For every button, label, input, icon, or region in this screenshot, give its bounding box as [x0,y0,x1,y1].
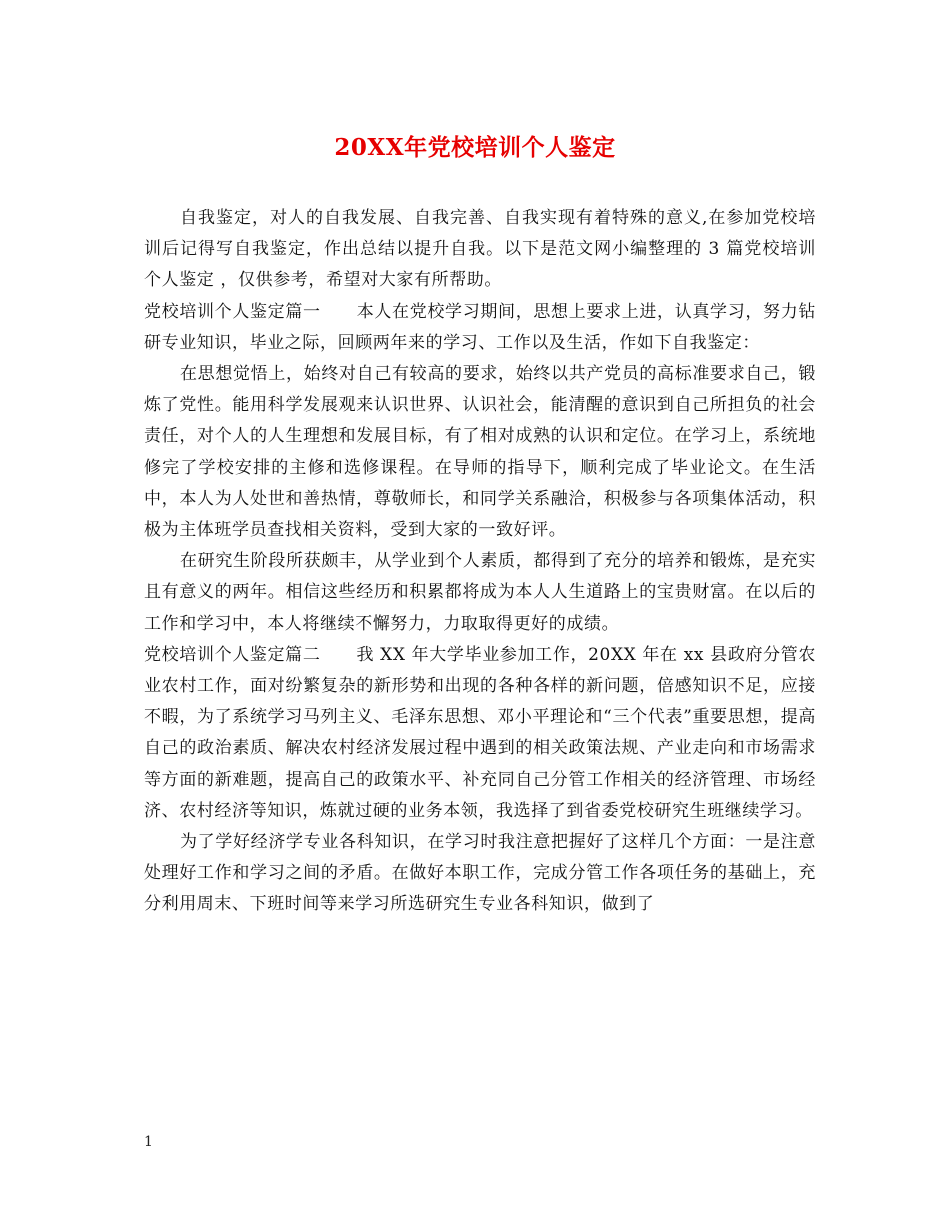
paragraph-graduate-summary: 在研究生阶段所获颇丰，从学业到个人素质，都得到了充分的培养和锻炼，是充实且有意义的两年。相信这些经历和积累都将成为本人人生道路上的宝贵财富。在以后的工作和学习中，本人将继续不懈努力，力取取得更好的成绩。 [144,551,816,634]
document-title: 20XX年党校培训个人鉴定 [334,134,616,161]
paragraph-section-one [144,297,816,359]
section-two-text: 我 XX 年大学毕业参加工作，20XX 年在 xx 县政府分管农业农村工作，面对纷繁复杂的新形势和出现的各种各样的新问题，倍感知识不足，应接不暇，为了系统学习马列主义、毛泽东思想、邓小平理论和“三个代表”重要思想，提高自己的政治素质、解决农村经济发展过程中遇到的相关政策法规、产业走向和市场需求等方面的新难题，提高自己的政策水平、补充同自己分管工作相关的经济管理、市场经济、农村经济等知识，炼就过硬的业务本领，我选择了到省委党校研究生班继续学习。 [144,644,817,821]
document-body [144,203,816,921]
section-label-one: 党校培训个人鉴定篇一 [144,301,321,322]
paragraph-study-method: 为了学好经济学专业各科知识，在学习时我注意把握好了这样几个方面：一是注意处理好工作和学习之间的矛盾。在做好本职工作，完成分管工作各项任务的基础上，充分利用周末、下班时间等来学习所选研究生专业各科知识，做到了 [144,832,816,915]
section-one-text: 本人在党校学习期间，思想上要求上进，认真学习，努力钻研专业知识，毕业之际，回顾两年来的学习、工作以及生活，作如下自我鉴定： [144,301,816,353]
page-number: 1 [144,1134,153,1150]
paragraph-intro: 自我鉴定，对人的自我发展、自我完善、自我实现有着特殊的意义,在参加党校培训后记得写自我鉴定，作出总结以提升自我。以下是范文网小编整理的 3 篇党校培训个人鉴定 ，仅供参考，希望对大家有所帮助。 [144,208,816,291]
paragraph-ideology: 在思想觉悟上，始终对自己有较高的要求，始终以共产党员的高标准要求自己，锻炼了党性。能用科学发展观来认识世界、认识社会，能清醒的意识到自己所担负的社会责任，对个人的人生理想和发展目标，有了相对成熟的认识和定位。在学习上，系统地修完了学校安排的主修和选修课程。在导师的指导下，顺利完成了毕业论文。在生活中，本人为人处世和善热情，尊敬师长，和同学关系融洽，积极参与各项集体活动，积极为主体班学员查找相关资料，受到大家的一致好评。 [144,364,816,541]
section-label-two: 党校培训个人鉴定篇二 [144,644,321,665]
paragraph-section-two [144,640,816,827]
